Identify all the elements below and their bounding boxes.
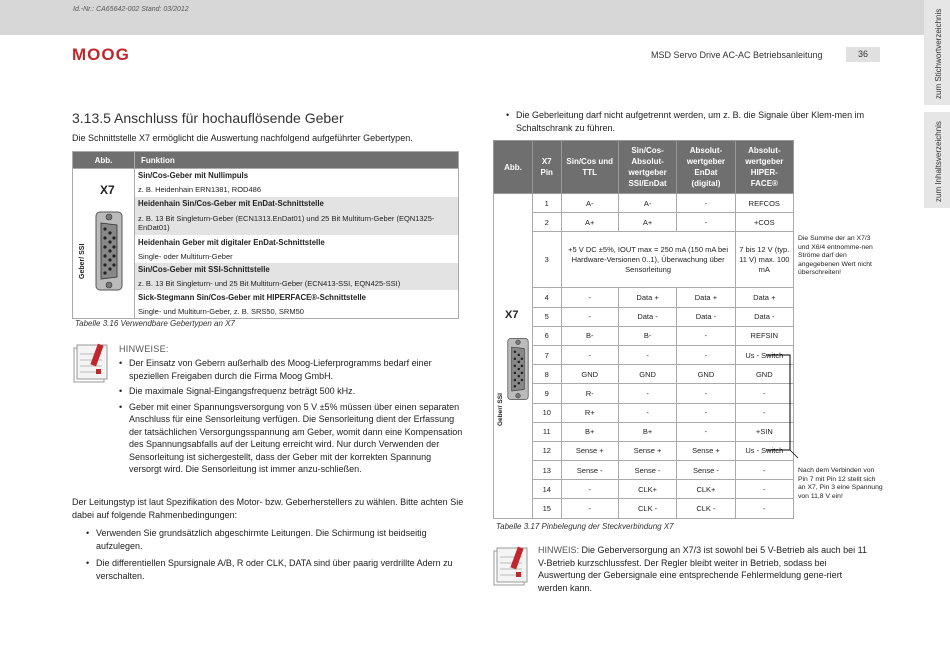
pin-cell: Data - xyxy=(618,307,676,326)
pin-cell: - xyxy=(677,384,735,403)
pin-cell: Sense + xyxy=(677,441,735,460)
pin-cell: 14 xyxy=(532,480,561,499)
pin-cell: Data - xyxy=(735,307,793,326)
pin-cell: GND xyxy=(735,365,793,384)
pin-cell: A- xyxy=(618,194,676,213)
pin-cell: - xyxy=(735,499,793,518)
col-header: Absolut-wertgeber EnDat (digital) xyxy=(677,141,735,194)
col-header: Sin/Cos und TTL xyxy=(561,141,618,194)
pin-cell: GND xyxy=(561,365,618,384)
pin-cell: CLK+ xyxy=(677,480,735,499)
pin-cell: - xyxy=(561,480,618,499)
pin-cell: 1 xyxy=(532,194,561,213)
pin-cell: 13 xyxy=(532,461,561,480)
list-item: • Geber mit einer Spannungsversorgung von 5 V ±5% müssen über einen separaten Anschluss für eine Sensorleitung verfügen. Die Sensorleitung dient der Erfassung der tatsächlichen Versorgungsspannung am Geber, womit dann eine Kompensation des Spannungsabfalls auf der Leitung erreicht wird. Nur durch Verwenden der Sensorleitung ist sichergestellt, dass der Geber mit der korrekten Spannung versorgt wird. Die Sensorleitung ist immer anzu-schließen. xyxy=(119,401,464,476)
pin-cell: Sense - xyxy=(618,461,676,480)
pin-cell: CLK - xyxy=(677,499,735,518)
pin-cell: REFSIN xyxy=(735,326,793,345)
pin-cell: 6 xyxy=(532,326,561,345)
pin-cell: +COS xyxy=(735,213,793,232)
row-title: Heidenhain Sin/Cos-Geber mit EnDat-Schnittstelle xyxy=(135,197,459,211)
pin-cell: +SIN xyxy=(735,422,793,441)
pin-cell: Us - Switch xyxy=(735,345,793,364)
tab-label: zum Stichwortverzeichnis xyxy=(934,8,943,99)
pin-cell: - xyxy=(735,403,793,422)
col-header-funktion: Funktion xyxy=(135,152,459,169)
pin-cell: B+ xyxy=(561,422,618,441)
notes-title: HINWEISE: xyxy=(119,344,169,354)
col-header: Sin/Cos-Absolut-wertgeber SSI/EnDat xyxy=(618,141,676,194)
tab-label: zum Inhaltsverzeichnis xyxy=(934,121,943,202)
list-item: • Der Einsatz von Gebern außerhalb des Moog-Lieferprogramms bedarf einer speziellen Freigaben durch die Firma Moog GmbH. xyxy=(119,357,464,382)
row-title: Sin/Cos-Geber mit Nullimpuls xyxy=(135,169,459,183)
row-desc: z. B. 13 Bit Singleturn-Geber (ECN1313.EnDat01) und 25 Bit Multiturn-Geber (EQN1325-EnDat01) xyxy=(135,210,459,235)
pin-cell: - xyxy=(677,403,735,422)
pin-cell: 7 xyxy=(532,345,561,364)
col-header: Abb. xyxy=(494,141,533,194)
table-caption: Tabelle 3.16 Verwendbare Gebertypen an X7 xyxy=(75,319,235,328)
section-intro: Die Schnittstelle X7 ermöglicht die Auswertung nachfolgend aufgeführter Gebertypen. xyxy=(72,133,413,143)
manual-title: MSD Servo Drive AC-AC Betriebsanleitung xyxy=(651,50,823,60)
pin-cell: R+ xyxy=(561,403,618,422)
connector-label: X7 xyxy=(100,183,115,197)
moog-logo: MOOG xyxy=(72,45,130,64)
pin-cell: GND xyxy=(677,365,735,384)
pin-cell: - xyxy=(677,345,735,364)
pin-cell: - xyxy=(618,384,676,403)
pin-cell: Data - xyxy=(677,307,735,326)
pin-cell: REFCOS xyxy=(735,194,793,213)
pin-cell: - xyxy=(561,307,618,326)
list-item: • Die maximale Signal-Eingangsfrequenz beträgt 500 kHz. xyxy=(119,385,464,398)
pin-cell: GND xyxy=(618,365,676,384)
row-desc: Single- oder Multiturn-Geber xyxy=(135,249,459,263)
pin-cell: CLK - xyxy=(618,499,676,518)
pin-cell: 2 xyxy=(532,213,561,232)
pin-cell: 12 xyxy=(532,441,561,460)
list-item: • Die differentiellen Spursignale A/B, R oder CLK, DATA sind über paarig verdrillte Adern zu verschalten. xyxy=(86,557,461,582)
side-note: Nach dem Verbinden von Pin 7 mit Pin 12 stellt sich an X7, Pin 3 eine Spannung von 11,8 V ein! xyxy=(798,467,883,500)
pin-cell: CLK+ xyxy=(618,480,676,499)
pin-cell: 3 xyxy=(532,232,561,288)
pin-cell: 11 xyxy=(532,422,561,441)
pin-cell: A- xyxy=(561,194,618,213)
pin-cell: - xyxy=(561,345,618,364)
pin-cell: - xyxy=(735,384,793,403)
pin-cell: 10 xyxy=(532,403,561,422)
connector-vertical-label: Geber/ SSI xyxy=(497,393,504,426)
pin-cell: - xyxy=(561,499,618,518)
doc-id: Id.-Nr.: CA65642-002 Stand: 03/2012 xyxy=(73,6,189,13)
row-title: Sin/Cos-Geber mit SSI-Schnittstelle xyxy=(135,263,459,277)
pin-cell: A+ xyxy=(618,213,676,232)
pin-cell: - xyxy=(677,422,735,441)
pin-cell: 5 xyxy=(532,307,561,326)
pin-cell: Data + xyxy=(677,288,735,307)
section-heading: 3.13.5 Anschluss für hochauflösende Geber xyxy=(72,110,344,126)
body-paragraph: Der Leitungstyp ist laut Spezifikation des Motor- bzw. Geberherstellers zu wählen. Bitte achten Sie dabei auf folgende Rahmenbedingungen: xyxy=(72,497,464,520)
list-item: • Verwenden Sie grundsätzlich abgeschirmte Leitungen. Die Schirmung ist beidseitig aufzulegen. xyxy=(86,527,461,552)
pin-cell: B- xyxy=(618,326,676,345)
row-desc: Single- und Multiturn-Geber, z. B. SRS50, SRM50 xyxy=(135,304,459,318)
pin-cell: - xyxy=(618,403,676,422)
pin-cell: Us - Switch xyxy=(735,441,793,460)
side-note: Die Summe der an X7/3 und X6/4 entnomme-nen Ströme darf den angegebenen Wert nicht überschreiten! xyxy=(798,235,873,277)
pin-cell: - xyxy=(677,326,735,345)
row-desc: z. B. Heidenhain ERN1381, ROD486 xyxy=(135,183,459,197)
pin-cell: 9 xyxy=(532,384,561,403)
right-bullet: • Die Geberleitung darf nicht aufgetrennt werden, um z. B. die Signale über Klem-men im Schaltschrank zu führen. xyxy=(506,109,878,134)
pin-cell: R- xyxy=(561,384,618,403)
pin-cell: - xyxy=(618,345,676,364)
connector-label: X7 xyxy=(505,309,519,321)
table-caption: Tabelle 3.17 Pinbelegung der Steckverbindung X7 xyxy=(496,522,674,531)
note-icon xyxy=(492,545,532,587)
note-paragraph xyxy=(538,544,873,594)
note-text: Die Geberversorgung an X7/3 ist sowohl bei 5 V-Betrieb als auch bei 11 V-Betrieb kurzschlussfest. Der Regler bleibt weiter in Betrieb, sodass bei Auswertung der Gebersignale eine entsprechende Fehlermeldung gene-riert werden kann. xyxy=(538,545,868,593)
pin-cell: Sense + xyxy=(561,441,618,460)
row-title: Heidenhain Geber mit digitaler EnDat-Schnittstelle xyxy=(135,235,459,249)
pin-cell: 8 xyxy=(532,365,561,384)
row-desc: z. B. 13 Bit Singleturn- und 25 Bit Multiturn-Geber (ECN413-SSI, EQN425-SSI) xyxy=(135,277,459,291)
pin-cell: - xyxy=(677,213,735,232)
col-header-abb: Abb. xyxy=(73,152,135,169)
col-header: X7 Pin xyxy=(532,141,561,194)
pin-cell: - xyxy=(677,194,735,213)
pin-cell: 15 xyxy=(532,499,561,518)
pin-cell: +5 V DC ±5%, IOUT max = 250 mA (150 mA bei Hardware-Versionen 0..1), Überwachung über Sensorleitung xyxy=(561,232,735,288)
pin-cell: Sense + xyxy=(618,441,676,460)
pin-cell: Data + xyxy=(735,288,793,307)
pin-cell: A+ xyxy=(561,213,618,232)
connector-vertical-label: Geber/ SSI xyxy=(79,243,86,279)
pin-cell: B- xyxy=(561,326,618,345)
pin-cell: - xyxy=(735,480,793,499)
pin-cell: - xyxy=(561,288,618,307)
row-title: Sick-Stegmann Sin/Cos-Geber mit HIPERFACE®-Schnittstelle xyxy=(135,290,459,304)
pin-cell: Data + xyxy=(618,288,676,307)
pin-cell: 7 bis 12 V (typ. 11 V) max. 100 mA xyxy=(735,232,793,288)
pin-cell: 4 xyxy=(532,288,561,307)
page-number: 36 xyxy=(846,47,880,62)
pin-cell: B+ xyxy=(618,422,676,441)
pin-cell: Sense - xyxy=(561,461,618,480)
pin-cell: - xyxy=(735,461,793,480)
pin-cell: Sense - xyxy=(677,461,735,480)
col-header: Absolut-wertgeber HIPER-FACE® xyxy=(735,141,793,194)
note-label: HINWEIS: xyxy=(538,545,580,555)
